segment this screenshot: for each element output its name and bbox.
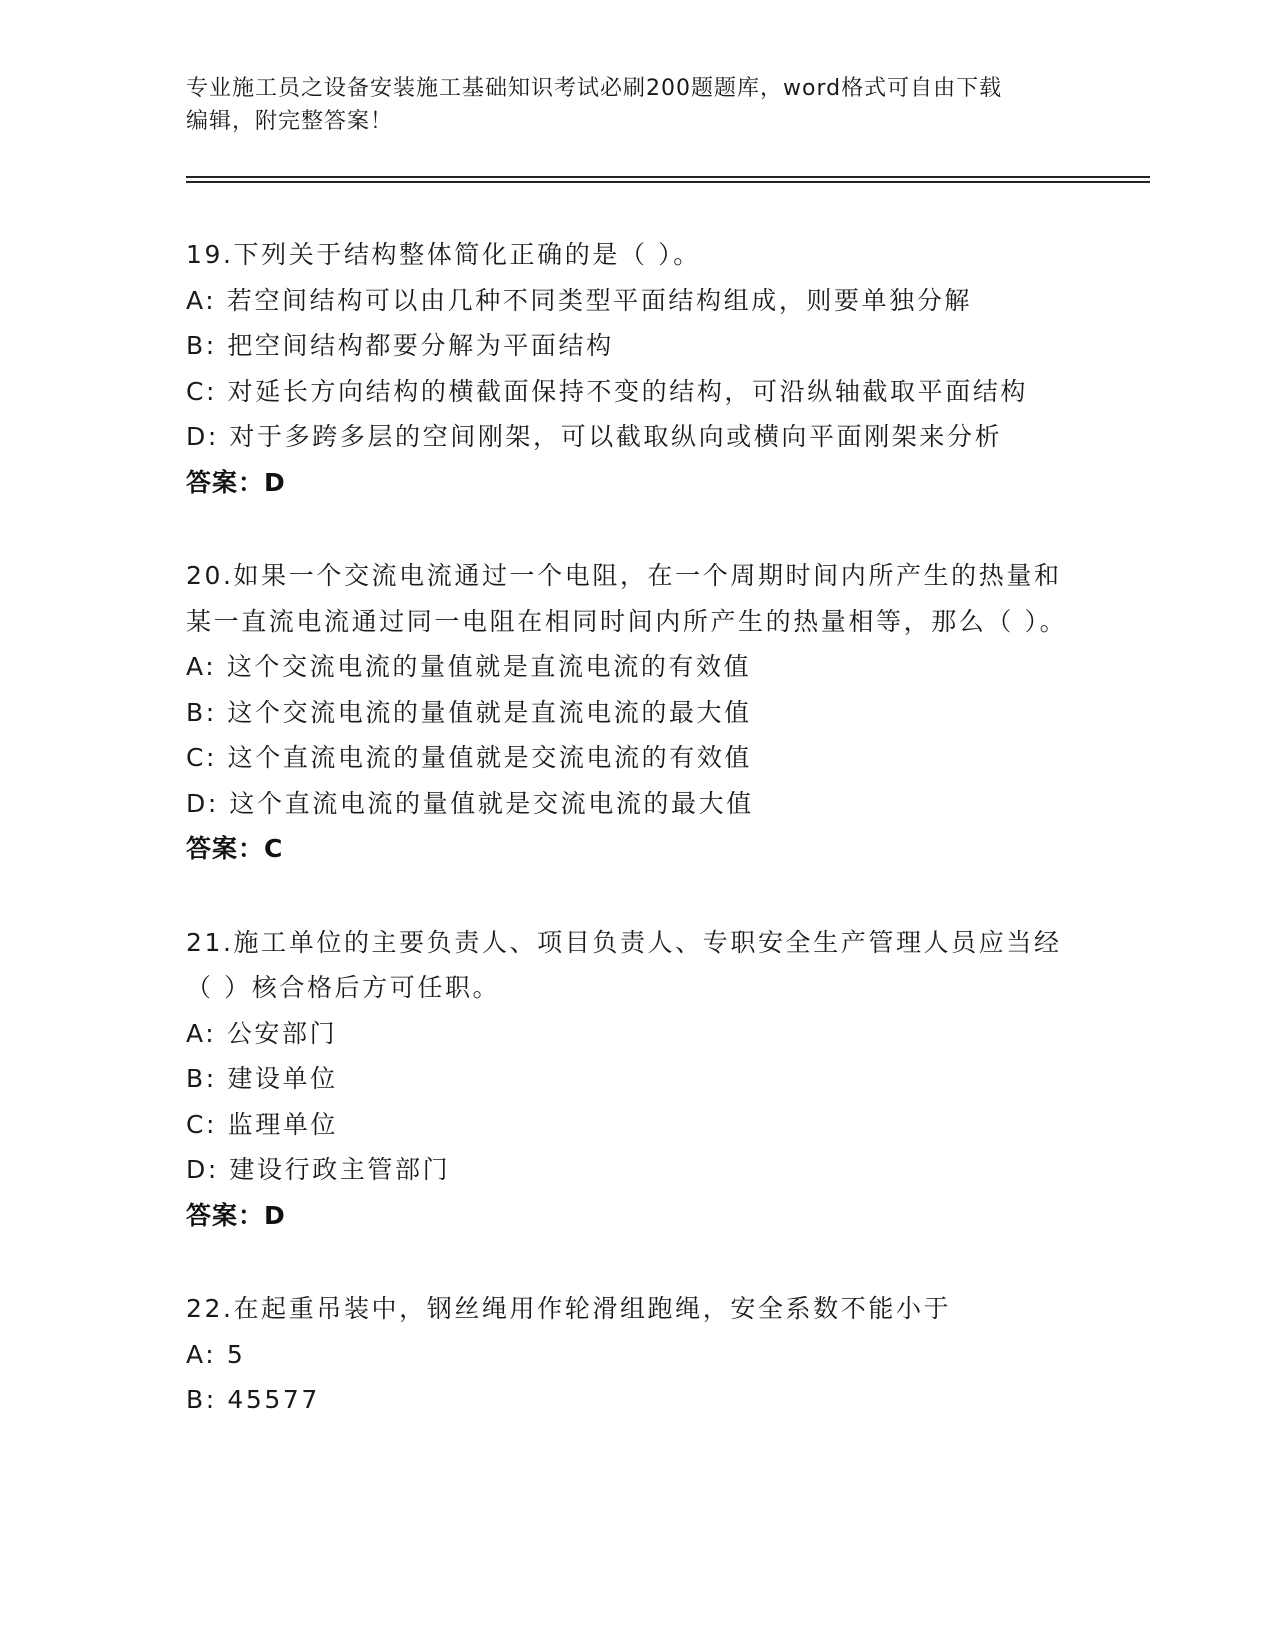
option-b: B: 这个交流电流的量值就是直流电流的最大值 (186, 697, 752, 727)
option-b: B: 45577 (186, 1385, 320, 1414)
question-20 (186, 553, 1086, 872)
option-c: C: 对延长方向结构的横截面保持不变的结构，可沿纵轴截取平面结构 (186, 376, 1029, 406)
answer: 答案：D (186, 1200, 286, 1230)
option-d: D: 对于多跨多层的空间刚架，可以截取纵向或横向平面刚架来分析 (186, 422, 1003, 451)
answer: 答案：D (186, 467, 286, 497)
question-stem: 19.下列关于结构整体简化正确的是（ ）。 (186, 240, 701, 269)
header-rule-top (186, 176, 1150, 178)
question-19 (186, 232, 1086, 505)
option-a: A: 公安部门 (186, 1018, 338, 1048)
option-c: C: 监理单位 (186, 1109, 339, 1139)
question-21 (186, 920, 1086, 1239)
option-a: A: 这个交流电流的量值就是直流电流的有效值 (186, 652, 752, 681)
option-b: B: 建设单位 (186, 1064, 338, 1093)
header-line-1: 专业施工员之设备安装施工基础知识考试必刷200题题库，word格式可自由下载 (186, 76, 1003, 101)
question-list (186, 232, 1086, 1471)
header-line-2: 编辑，附完整答案！ (186, 109, 394, 134)
option-b: B: 把空间结构都要分解为平面结构 (186, 331, 614, 360)
option-c: C: 这个直流电流的量值就是交流电流的有效值 (186, 743, 753, 772)
answer: 答案：C (186, 834, 284, 863)
option-a: A: 5 (186, 1339, 246, 1369)
option-a: A: 若空间结构可以由几种不同类型平面结构组成，则要单独分解 (186, 285, 973, 315)
question-22 (186, 1286, 1086, 1423)
question-stem: 21.施工单位的主要负责人、项目负责人、专职安全生产管理人员应当经（ ）核合格后方可任职。 (186, 927, 1062, 1002)
document-header (186, 72, 1086, 138)
question-stem: 22.在起重吊装中，钢丝绳用作轮滑组跑绳，安全系数不能小于 (186, 1294, 952, 1323)
question-stem: 20.如果一个交流电流通过一个电阻，在一个周期时间内所产生的热量和某一直流电流通过同一电阻在相同时间内所产生的热量相等，那么（ ）。 (186, 561, 1068, 636)
option-d: D: 这个直流电流的量值就是交流电流的最大值 (186, 788, 754, 818)
header-rule-bottom (186, 181, 1150, 183)
option-d: D: 建设行政主管部门 (186, 1155, 451, 1184)
